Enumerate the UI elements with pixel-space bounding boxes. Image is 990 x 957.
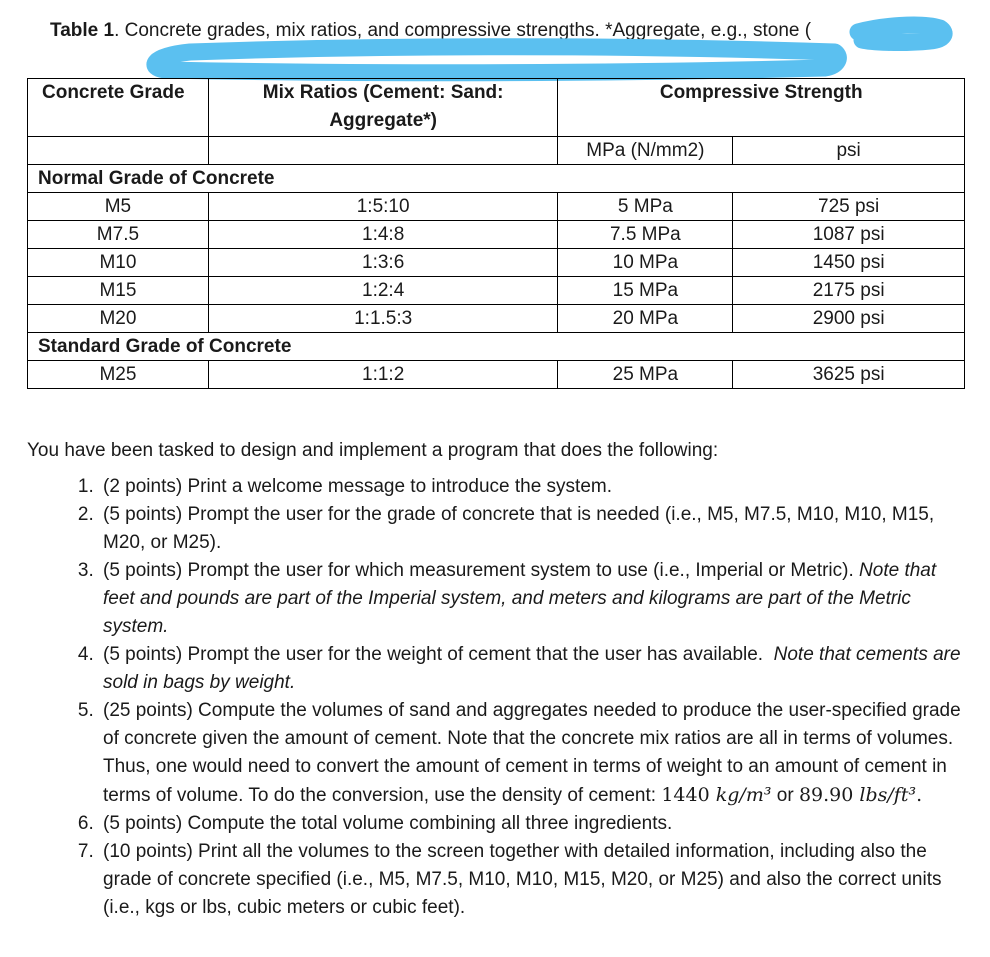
- table-row: [28, 193, 965, 221]
- concrete-grades-table: [27, 78, 965, 389]
- cell-mix: 1:4:8: [208, 221, 558, 249]
- units-empty-cell: [208, 137, 558, 165]
- density-metric-unit: kg/m³: [715, 784, 772, 806]
- task-item: [99, 473, 972, 501]
- cell-mpa: 15 MPa: [558, 277, 733, 305]
- table-row: [28, 277, 965, 305]
- cell-grade: M25: [28, 361, 209, 389]
- density-imperial: [799, 784, 922, 806]
- cell-psi: 1087 psi: [733, 221, 965, 249]
- header-row: [28, 79, 965, 137]
- units-row: [28, 137, 965, 165]
- task-item: [99, 641, 972, 697]
- group-row: [28, 165, 965, 193]
- header-compressive-strength: Compressive Strength: [558, 79, 965, 137]
- density-imperial-unit: lbs/ft³: [859, 784, 917, 806]
- caption-label: Table 1: [50, 20, 115, 41]
- density-end: .: [916, 784, 923, 806]
- table-row: [28, 221, 965, 249]
- cell-mix: 1:1:2: [208, 361, 558, 389]
- task-item-note: Note that cements are sold in bags by weight.: [103, 644, 961, 693]
- task-item-text: (2 points) Print a welcome message to introduce the system.: [103, 476, 613, 497]
- task-list: [27, 473, 972, 922]
- table-row: [28, 305, 965, 333]
- cell-grade: M5: [28, 193, 209, 221]
- table-row: [28, 361, 965, 389]
- task-item-text: (5 points) Prompt the user for the grade of concrete that is needed (i.e., M5, M7.5, M10, M10, M15, M20, or M25).: [103, 504, 935, 553]
- task-item-text: (10 points) Print all the volumes to the screen together with detailed information, including also the grade of concrete specified (i.e., M5, M7.5, M10, M10, M15, M20, or M25) and also the correct units (i.e., kgs or lbs, cubic meters or cubic feet).: [103, 841, 942, 918]
- unit-mpa: MPa (N/mm2): [558, 137, 733, 165]
- header-mix-line1: Mix Ratios (Cement: Sand:: [262, 82, 504, 103]
- density-imperial-value: 89.90: [798, 784, 854, 806]
- cell-grade: M10: [28, 249, 209, 277]
- density-metric: [661, 784, 771, 806]
- cell-mix: 1:3:6: [208, 249, 558, 277]
- task-item: [99, 697, 972, 810]
- redaction-scribble: [0, 0, 990, 90]
- task-item: [99, 501, 972, 557]
- task-item-text: (25 points) Compute the volumes of sand and aggregates needed to produce the user-specified grade of concrete given the amount of cement. Note that the concrete mix ratios are all in terms of volumes. Thus, one would need to convert the amount of cement in terms of weight to an amount of cement in terms of volume. To do the conversion, use the density of cement:: [103, 700, 961, 806]
- task-item-text: (5 points) Compute the total volume combining all three ingredients.: [103, 813, 673, 834]
- cell-mpa: 5 MPa: [558, 193, 733, 221]
- cell-psi: 3625 psi: [733, 361, 965, 389]
- task-item-text: (5 points) Prompt the user for which measurement system to use (i.e., Imperial or Metric).: [103, 560, 854, 581]
- task-intro: You have been tasked to design and implement a program that does the following:: [27, 440, 719, 461]
- cell-mpa: 25 MPa: [558, 361, 733, 389]
- unit-psi: psi: [733, 137, 965, 165]
- table-caption: [50, 20, 811, 42]
- caption-text: . Concrete grades, mix ratios, and compressive strengths. *Aggregate, e.g., stone (: [114, 20, 812, 41]
- header-mix-line2: Aggregate*): [329, 110, 437, 131]
- cell-mpa: 10 MPa: [558, 249, 733, 277]
- header-mix-ratios: [208, 79, 558, 137]
- table-row: [28, 249, 965, 277]
- group-row: [28, 333, 965, 361]
- task-item: [99, 810, 972, 838]
- cell-grade: M7.5: [28, 221, 209, 249]
- cell-mpa: 7.5 MPa: [558, 221, 733, 249]
- header-concrete-grade: Concrete Grade: [28, 79, 209, 137]
- cell-psi: 2175 psi: [733, 277, 965, 305]
- cell-grade: M15: [28, 277, 209, 305]
- density-metric-value: 1440: [661, 784, 710, 806]
- task-description: [27, 440, 972, 922]
- cell-mix: 1:5:10: [208, 193, 558, 221]
- task-item: [99, 557, 972, 641]
- group-title: Normal Grade of Concrete: [28, 165, 965, 193]
- cell-psi: 2900 psi: [733, 305, 965, 333]
- cell-mix: 1:1.5:3: [208, 305, 558, 333]
- units-empty-cell: [28, 137, 209, 165]
- cell-mix: 1:2:4: [208, 277, 558, 305]
- task-item-text: (5 points) Prompt the user for the weight of cement that the user has available.: [103, 644, 764, 665]
- task-item-note: Note that feet and pounds are part of the Imperial system, and meters and kilograms are part of the Metric system.: [103, 560, 937, 637]
- cell-psi: 725 psi: [733, 193, 965, 221]
- density-or: or: [776, 785, 794, 806]
- group-title: Standard Grade of Concrete: [28, 333, 965, 361]
- cell-grade: M20: [28, 305, 209, 333]
- task-item: [99, 838, 972, 922]
- cell-mpa: 20 MPa: [558, 305, 733, 333]
- cell-psi: 1450 psi: [733, 249, 965, 277]
